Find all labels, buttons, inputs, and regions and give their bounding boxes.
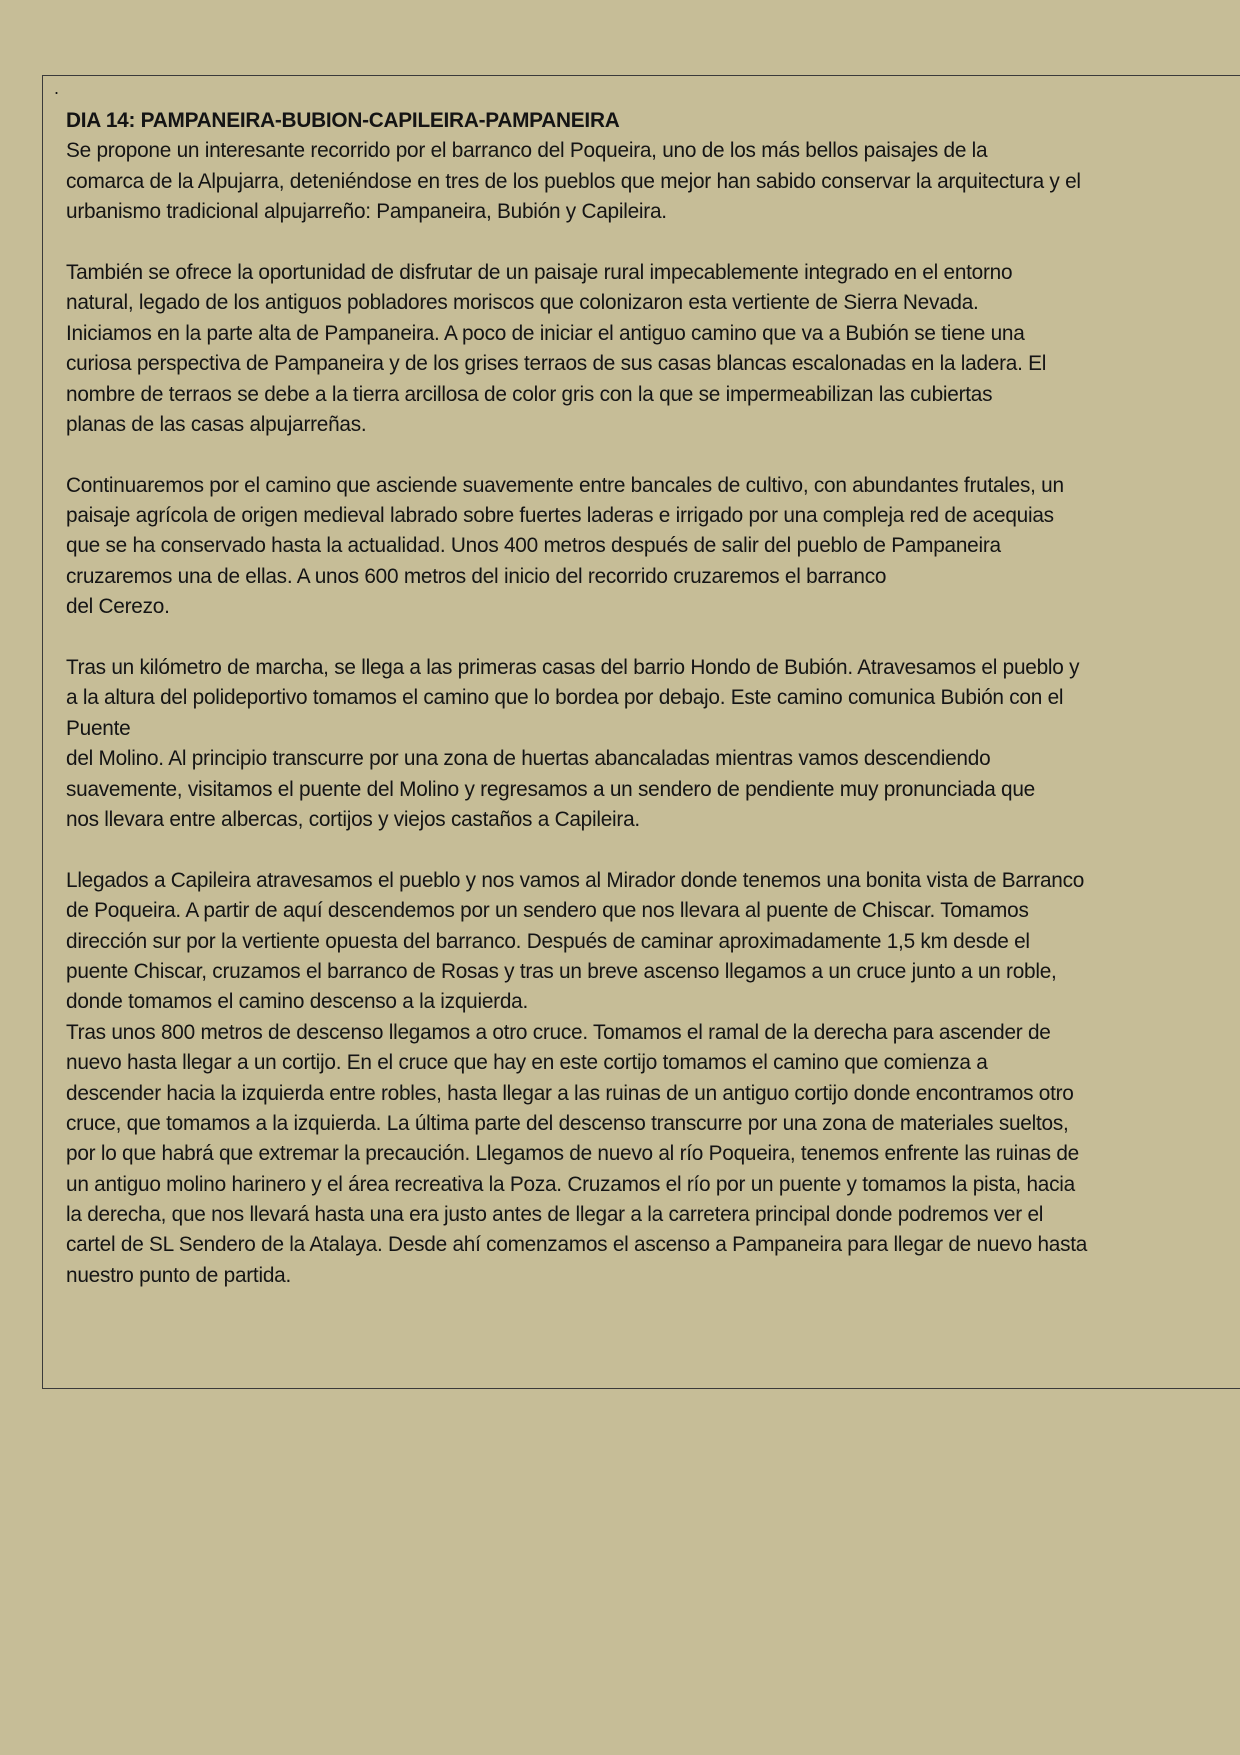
paragraph-gap (66, 623, 1240, 653)
text-line: a la altura del polideportivo tomamos el camino que lo bordea por debajo. Este camino comunica Bubión con el (66, 686, 1064, 710)
text-line: Tras un kilómetro de marcha, se llega a las primeras casas del barrio Hondo de Bubión. Atravesamos el pueblo y (66, 656, 1080, 680)
text-line: planas de las casas alpujarreñas. (66, 412, 367, 436)
text-line: puente Chiscar, cruzamos el barranco de Rosas y tras un breve ascenso llegamos a un cruce junto a un roble, (66, 959, 1057, 983)
text-line: Continuaremos por el camino que asciende suavemente entre bancales de cultivo, con abundantes frutales, un (66, 473, 1064, 497)
text-line: nuevo hasta llegar a un cortijo. En el cruce que hay en este cortijo tomamos el camino que comienza a (66, 1051, 988, 1075)
text-line: del Cerezo. (66, 595, 170, 619)
document-frame (42, 75, 1240, 1389)
text-line: Iniciamos en la parte alta de Pampaneira. A poco de iniciar el antiguo camino que va a Bubión se tiene una (66, 321, 1025, 345)
text-line: suavemente, visitamos el puente del Molino y regresamos a un sendero de pendiente muy pronunciada que (66, 777, 1035, 801)
text-line: cruce, que tomamos a la izquierda. La última parte del descenso transcurre por una zona de materiales sueltos, (66, 1111, 1069, 1135)
text-line: paisaje agrícola de origen medieval labrado sobre fuertes laderas e irrigado por una compleja red de acequias (66, 504, 1054, 528)
text-line: natural, legado de los antiguos pobladores moriscos que colonizaron esta vertiente de Sierra Nevada. (66, 291, 979, 315)
text-line: Llegados a Capileira atravesamos el pueblo y nos vamos al Mirador donde tenemos una bonita vista de Barranco (66, 868, 1085, 892)
text-line: cartel de SL Sendero de la Atalaya. Desde ahí comenzamos el ascenso a Pampaneira para llegar de nuevo hasta (66, 1233, 1088, 1257)
text-line: un antiguo molino harinero y el área recreativa la Poza. Cruzamos el río por un puente y tomamos la pista, hacia (66, 1172, 1075, 1196)
text-line: descender hacia la izquierda entre robles, hasta llegar a las ruinas de un antiguo cortijo donde encontramos otro (66, 1081, 1074, 1105)
text-line: la derecha, que nos llevará hasta una era justo antes de llegar a la carretera principal donde podremos ver el (66, 1203, 1044, 1227)
text-line: cruzaremos una de ellas. A unos 600 metros del inicio del recorrido cruzaremos el barranco (66, 564, 887, 588)
paragraph-gap (66, 440, 1240, 470)
text-line: Puente (66, 716, 131, 740)
document-title: DIA 14: PAMPANEIRA-BUBION-CAPILEIRA-PAMPANEIRA (66, 109, 620, 132)
text-line: comarca de la Alpujarra, deteniéndose en tres de los pueblos que mejor han sabido conservar la arquitectura y el (66, 169, 1081, 193)
text-line: nombre de terraos se debe a la tierra arcillosa de color gris con la que se impermeabilizan las cubiertas (66, 382, 993, 406)
text-line: Tras unos 800 metros de descenso llegamos a otro cruce. Tomamos el ramal de la derecha para ascender de (66, 1020, 1051, 1044)
text-line: de Poqueira. A partir de aquí descendemos por un sendero que nos llevara al puente de Chiscar. Tomamos (66, 899, 1029, 923)
text-line: dirección sur por la vertiente opuesta del barranco. Después de caminar aproximadamente 1,5 km desde el (66, 929, 1030, 953)
text-line: por lo que habrá que extremar la precaución. Llegamos de nuevo al río Poqueira, tenemos enfrente las ruinas de (66, 1142, 1079, 1166)
text-line: nuestro punto de partida. (66, 1263, 291, 1287)
text-line: nos llevara entre albercas, cortijos y viejos castaños a Capileira. (66, 807, 640, 831)
bullet-marker: . (54, 78, 60, 98)
text-line: que se ha conservado hasta la actualidad. Unos 400 metros después de salir del pueblo de Pampaneira (66, 534, 1001, 558)
paragraph-gap (66, 835, 1240, 865)
document-body (66, 106, 1240, 1291)
text-line: donde tomamos el camino descenso a la izquierda. (66, 990, 528, 1014)
text-line: urbanismo tradicional alpujarreño: Pampaneira, Bubión y Capileira. (66, 200, 667, 224)
text-line: curiosa perspectiva de Pampaneira y de los grises terraos de sus casas blancas escalonadas en la ladera. El (66, 352, 1047, 376)
text-line: También se ofrece la oportunidad de disfrutar de un paisaje rural impecablemente integrado en el entorno (66, 260, 1013, 284)
text-line: Se propone un interesante recorrido por el barranco del Poqueira, uno de los más bellos paisajes de la (66, 139, 988, 163)
text-line: del Molino. Al principio transcurre por una zona de huertas abancaladas mientras vamos descendiendo (66, 747, 991, 771)
paragraph-gap (66, 228, 1240, 258)
